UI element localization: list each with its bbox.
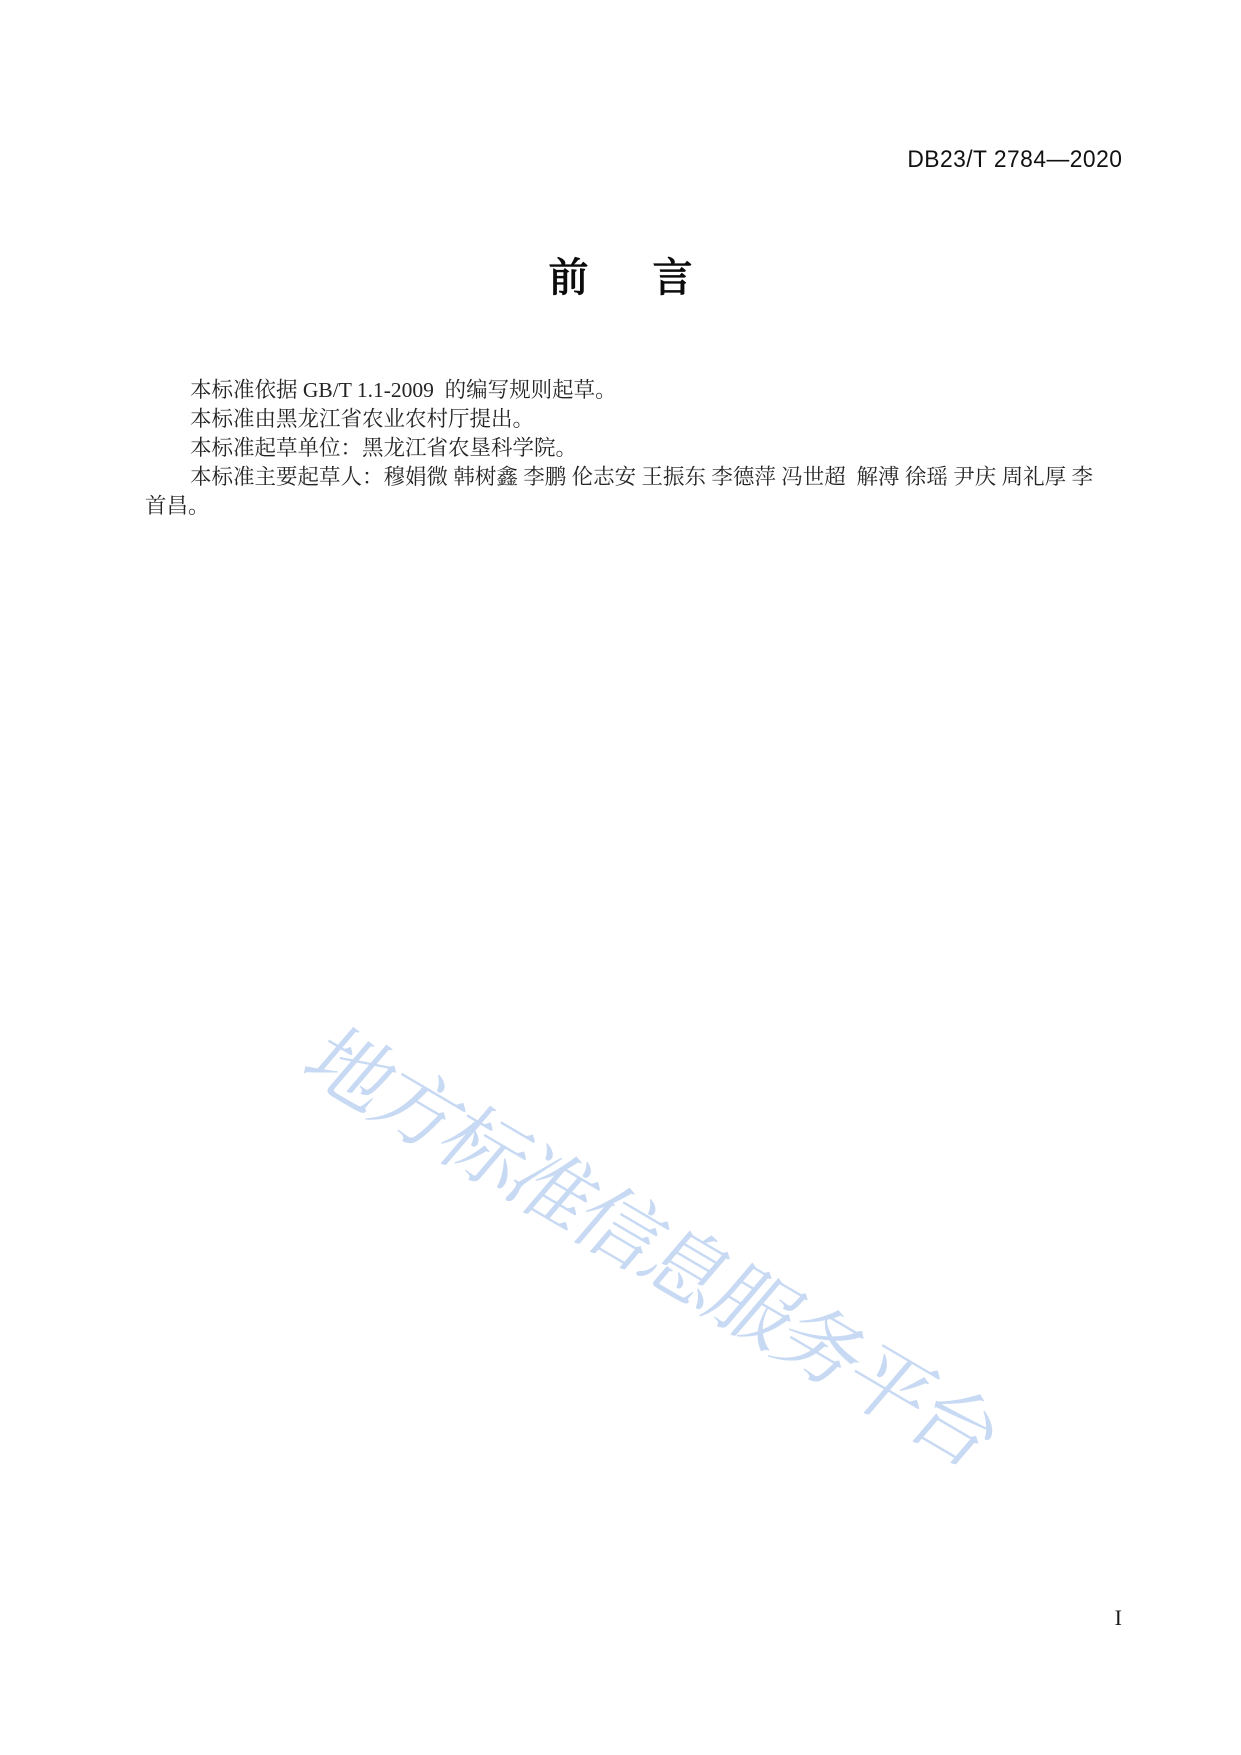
page-title-right-char: 言 [652,256,693,300]
paragraph-drafting-organization: 本标准起草单位：黑龙江省农垦科学院。 [190,436,578,460]
foreword-body [145,376,1103,521]
paragraph-drafting-rules: 本标准依据 GB/T 1.1-2009 的编写规则起草。 [190,378,617,402]
page-title-left-char: 前 [548,256,589,300]
page-title [0,254,1241,302]
paragraph-main-drafters: 本标准主要起草人：穆娟微 韩树鑫 李鹏 伦志安 王振东 李德萍 冯世超 解溥 徐瑶 尹庆 周礼厚 李首昌。 [145,465,1094,518]
watermark-text: 地方标准信息服务平台 [285,1015,1018,1482]
paragraph-proposed-by: 本标准由黑龙江省农业农村厅提出。 [190,407,535,431]
standard-number: DB23/T 2784—2020 [906,146,1122,173]
page-number: I [1114,1605,1122,1630]
